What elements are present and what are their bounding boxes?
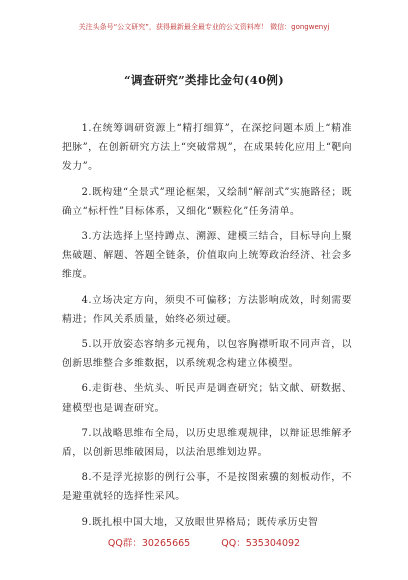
paragraph-4: 4.立场决定方向，须臾不可偏移；方法影响成效，时刻需要精进；作风关系质量，始终必须过硬。 <box>62 294 352 325</box>
paragraph-1: 1.在统筹调研资源上“精打细算”，在深挖问题本质上“精准把脉”，在创新研究方法上“突破常规”，在成果转化应用上“靶向发力”。 <box>62 123 352 173</box>
paragraph-3: 3.方法选择上坚持蹲点、溯源、建模三结合，目标导向上聚焦破题、解题、答题全链条，价值取向上统筹政治经济、社会多维度。 <box>62 231 352 281</box>
page-header-promo: 关注头条号“公文研究”，获得最新最全最专业的公文资料库！ 微信：gongwenyj <box>78 23 330 31</box>
page-footer-contact <box>0 535 408 549</box>
paragraph-2: 2.既构建“全景式”理论框架，又绘制“解剖式”实施路径；既确立“标杆性”目标体系，又细化“颗粒化”任务清单。 <box>62 186 352 217</box>
paragraph-7: 7.以战略思维布全局，以历史思维观规律，以辩证思维解矛盾，以创新思维破困局，以法治思维划边界。 <box>62 427 352 459</box>
footer-qq-group: QQ群：30265665 <box>107 538 191 549</box>
document-body <box>62 119 352 538</box>
footer-qq-number: QQ：535304092 <box>221 538 301 549</box>
document-title: “调查研究”类排比金句(40例) <box>124 73 284 87</box>
paragraph-6: 6.走街巷、坐炕头、听民声是调查研究；钻文献、研数据、建模型也是调查研究。 <box>62 383 352 414</box>
paragraph-8: 8.不是浮光掠影的例行公事，不是按图索骥的刻板动作，不是避重就轻的选择性采风。 <box>62 472 352 503</box>
paragraph-9: 9.既扎根中国大地，又放眼世界格局；既传承历史智 <box>81 516 319 528</box>
paragraph-5: 5.以开放姿态容纳多元视角，以包容胸襟听取不同声音，以创新思维整合多维数据，以系统观念构建立体模型。 <box>62 339 352 370</box>
